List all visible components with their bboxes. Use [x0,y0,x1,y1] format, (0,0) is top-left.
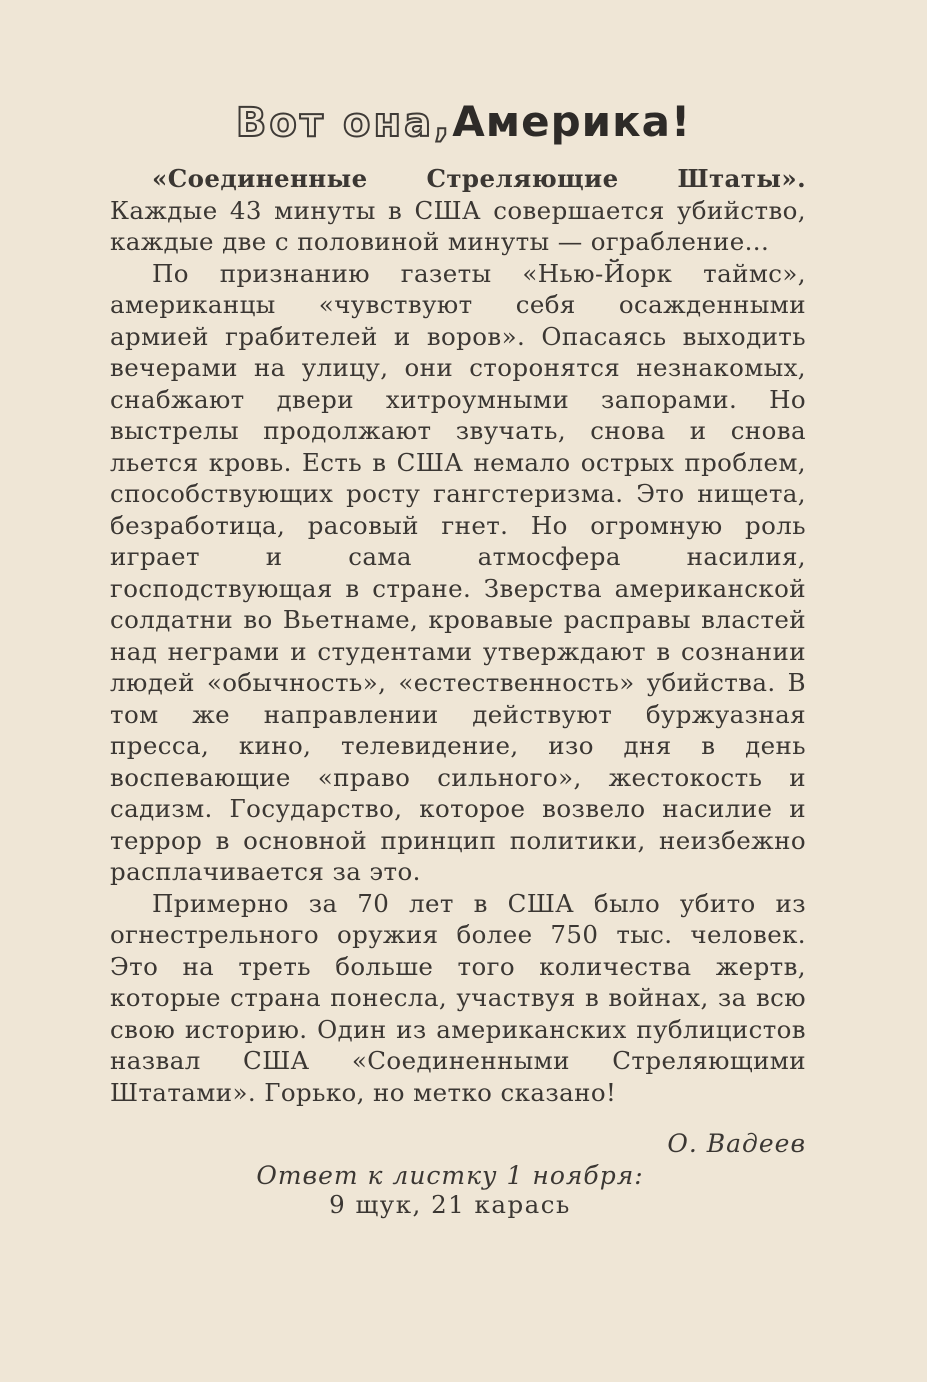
author-signature: О. Вадеев [667,1129,806,1158]
headline-part-bold: Америка! [452,97,692,146]
paragraph-1-lead: «Соединенные Стреляющие Штаты». [152,164,806,193]
paragraph-1 [110,163,806,258]
paragraph-3: Примерно за 70 лет в США было убито из огнестрельного оружия более 750 тыс. человек. Это на треть больше того количества жертв, которые страна понесла, участвуя в войнах, за всю свою историю. Один из американских публицистов назвал США «Соединенными Стреляющими Штатами». Горько, но метко сказано! [110,888,806,1107]
article-body [110,163,806,1108]
answer-value: 9 щук, 21 карась [329,1190,571,1219]
headline [0,92,927,153]
headline-part-outline: Вот она, [235,100,453,146]
paragraph-1-text: Каждые 43 минуты в США совершается убийство, каждые две с половиной минуты — ограбление... [110,195,806,256]
paragraph-2: По признанию газеты «Нью-Йорк таймс», американцы «чувствуют себя осажденными армией грабителей и воров». Опасаясь выходить вечерами на улицу, они сторонятся незнакомых, снабжают двери хитроумными запорами. Но выстрелы продолжают звучать, снова и снова льется кровь. Есть в США немало острых проблем, способствующих росту гангстеризма. Это нищета, безработица, расовый гнет. Но огромную роль играет и сама атмосфера насилия, господствующая в стране. Зверства американской солдатни во Вьетнаме, кровавые расправы властей над неграми и студентами утверждают в сознании людей «обычность», «естественность» убийства. В том же направлении действуют буржуазная пресса, кино, телевидение, изо дня в день воспевающие «право сильного», жестокость и садизм. Государство, которое возвело насилие и террор в основной принцип политики, неизбежно расплачивается за это. [110,258,806,886]
answer-label: Ответ к листку 1 ноября: [256,1161,644,1190]
